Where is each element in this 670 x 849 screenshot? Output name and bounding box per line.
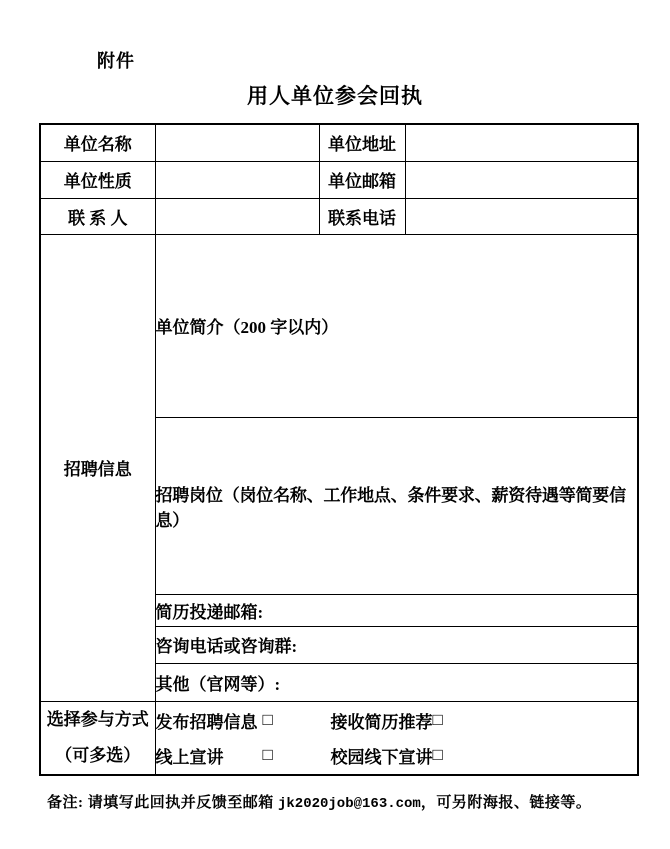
label-company-email: 单位邮箱 — [319, 161, 405, 198]
option-receive-resumes-label: 接收简历推荐 — [330, 712, 433, 732]
page-title: 用人单位参会回执 — [247, 84, 423, 108]
attachment-label: 附件 — [97, 51, 135, 71]
cell-resume-email[interactable] — [155, 594, 638, 626]
participation-label-line1: 选择参与方式 — [46, 709, 149, 729]
cell-other-website[interactable] — [155, 663, 638, 701]
checkbox-online-talk-icon[interactable]: □ — [262, 745, 273, 764]
option-post-jobs-label: 发布招聘信息 — [155, 712, 258, 732]
footer-email: jk2020job@163.com — [278, 796, 421, 812]
table-row — [40, 234, 638, 417]
label-positions: 招聘岗位（岗位名称、工作地点、条件要求、薪资待遇等简要信息） — [155, 485, 626, 530]
footer-note-prefix: 备注: 请填写此回执并反馈至邮箱 — [47, 795, 278, 811]
checkbox-post-jobs-icon[interactable]: □ — [262, 710, 273, 729]
table-row — [40, 198, 638, 234]
participation-label-line2: （可多选） — [55, 745, 141, 765]
label-company-intro: 单位简介（200 字以内） — [155, 318, 339, 337]
label-contact-phone: 联系电话 — [319, 198, 405, 234]
label-recruit-info: 招聘信息 — [40, 234, 155, 701]
cell-consult-phone[interactable] — [155, 626, 638, 663]
label-company-address: 单位地址 — [319, 124, 405, 161]
label-other-website: 其他（官网等）: — [155, 674, 281, 694]
input-company-type[interactable] — [155, 161, 319, 198]
table-row — [40, 701, 638, 775]
label-company-name: 单位名称 — [40, 124, 155, 161]
cell-positions[interactable] — [155, 417, 638, 594]
input-contact-phone[interactable] — [405, 198, 638, 234]
label-company-type: 单位性质 — [40, 161, 155, 198]
input-contact-person[interactable] — [155, 198, 319, 234]
footer-note — [47, 791, 591, 812]
cell-company-intro[interactable] — [155, 234, 638, 417]
choice-line — [156, 703, 638, 738]
label-contact-person: 联 系 人 — [40, 198, 155, 234]
input-company-email[interactable] — [405, 161, 638, 198]
label-participation-mode — [40, 701, 155, 775]
table-row — [40, 161, 638, 198]
input-company-name[interactable] — [155, 124, 319, 161]
choice-line — [156, 738, 638, 773]
participation-options-cell — [155, 701, 638, 775]
input-company-address[interactable] — [405, 124, 638, 161]
reply-form-table — [39, 123, 639, 776]
label-consult-phone: 咨询电话或咨询群: — [155, 637, 298, 656]
table-row — [40, 124, 638, 161]
footer-note-suffix: ，可另附海报、链接等。 — [420, 795, 592, 811]
checkbox-receive-resumes-icon[interactable]: □ — [432, 710, 443, 729]
option-campus-talk-label: 校园线下宣讲 — [330, 747, 433, 767]
checkbox-campus-talk-icon[interactable]: □ — [432, 745, 443, 764]
option-online-talk-label: 线上宣讲 — [155, 747, 224, 767]
label-resume-email: 简历投递邮箱: — [155, 602, 264, 622]
